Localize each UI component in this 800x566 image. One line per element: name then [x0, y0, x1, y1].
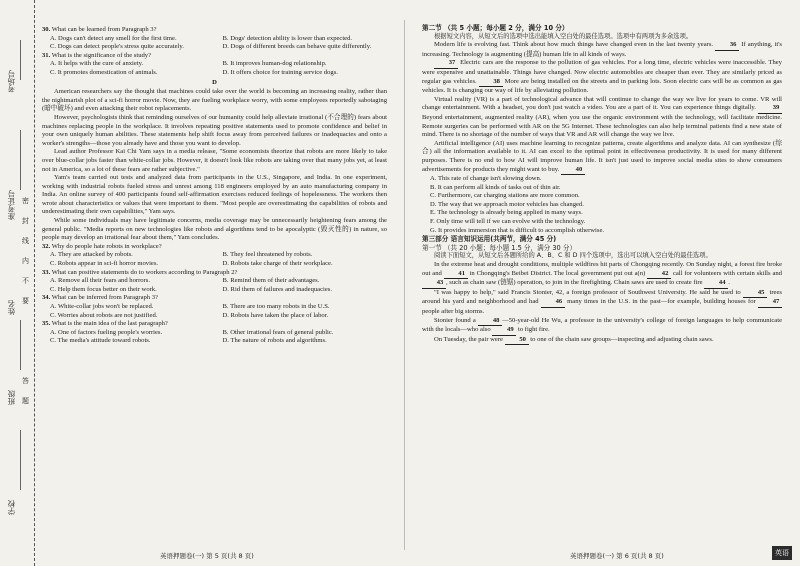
section2-instructions: 根据短文内容，从短文后的选项中选出能填入空白处的最佳选项。选项中有两项为多余选项。 [434, 32, 693, 40]
name-label: 姓名 [7, 300, 16, 315]
option: D. Robots take charge of their workplace. [222, 260, 333, 268]
question-35: 35. What is the main idea of the last paragraph? [42, 320, 168, 328]
option: E. The technology is already being applied in many ways. [430, 209, 583, 217]
option: D. The way that we approach motor vehicles has changed. [430, 200, 584, 208]
binding-line [20, 320, 21, 370]
binding-line [20, 130, 21, 190]
cloze-paragraph: In the extreme heat and drought conditions, multiple wildfires hit parts of Chongqing recently. On Sunday night, a forest fire broke out and 41 in Chongqing's Beibei District. The local government put out a(n) 42 call for volunteers with certain skills and 43 , such as chain saw (链锯) operation, to join in the firefighting. Chain saws are used to create fire 44 . [422, 261, 782, 289]
seven-choice-options [422, 175, 782, 235]
blank-45: 45 [743, 289, 767, 299]
option: C. Help them focus better on their work. [50, 285, 157, 293]
passage-paragraph: Virtual reality (VR) is a part of technological advance that will continue to change the way we live for years to come. VR will change entertainment. With a headset, you don't just watch a video. You are a part of it. You can experience things digitally. 39 Beyond entertainment, augmented reality (AR), when you use the organic environment with the technology, will facilitate medicine. Remote surgeries can be performed with AR on the 5G Internet. These technologies can also help terminal patients find a new state of mind. There is no shortage of the number of ways that VR and AR will change the way we live. [422, 95, 782, 139]
section-d-heading: D [212, 78, 217, 86]
option: D. It offers choice for training service dogs. [222, 68, 338, 76]
option: F. Only time will tell if we can evolve with the technology. [430, 218, 586, 226]
option: B. Dogs' detection ability is lower than expected. [222, 34, 353, 42]
option: C. It promotes domestication of animals. [50, 68, 158, 76]
passage-paragraph: Artificial intelligence (AI) uses machine learning to recognize patterns, create algorithms and analyze data. AI can synthesize (综合) all the information available to it. AI can excel to the optimal point in effectiveness productivity. It is used for many different purposes. There is no end to how AI will improve human life. It isn't just used to improve social media sites to show consumers advertisements for products they might want to buy. 40 [422, 140, 782, 175]
option: C. Robots appear in sci-fi horror movies. [50, 260, 159, 268]
blank-49: 49 [492, 326, 516, 336]
option: A. It helps with the cure of anxiety. [50, 60, 144, 68]
options-35 [42, 329, 387, 346]
question-34: 34. What can be inferred from Paragraph 3? [42, 294, 158, 302]
blank-50: 50 [505, 336, 529, 346]
exam-room-label: 考场号 [7, 70, 16, 93]
option: A. This rate of change isn't slowing down. [430, 175, 542, 183]
blank-37: 37 [434, 59, 458, 69]
left-page-footer: 英语押题卷(一) 第 5 页(共 8 页) [160, 552, 254, 560]
subject-badge: 英语 [772, 546, 792, 560]
option: C. The media's attitude toward robots. [50, 337, 151, 345]
option: B. It improves human-dog relationship. [222, 60, 327, 68]
blank-38: 38 [479, 78, 503, 88]
part3-section1-heading: 第一节 （共 20 小题；每小题 1.5 分，满分 30 分） [422, 243, 577, 252]
cloze-paragraph: Stonier found a 48 —50-year-old He Wu, a professor in the university's college of foreign languages to help communicate with the locals—who also 49 to fight fire. [422, 317, 782, 336]
passage-paragraph: Lead author Professor Kai Chi Yam says in a media release, "Some economists theorize that robots are more likely to take over blue-collar jobs faster than white-collar jobs. However, it doesn't look like robots are taking over that many jobs yet, at least not in America, so a lot of these fears are rather subjective." [42, 148, 387, 173]
blank-41: 41 [444, 270, 468, 280]
options-34 [42, 303, 387, 320]
binding-strip [0, 0, 35, 566]
option: G. It provides immersion that is difficult to accomplish otherwise. [430, 226, 605, 234]
option: C. Furthermore, car charging stations are more common. [430, 192, 580, 200]
passage-paragraph: Modern life is evolving fast. Think about how much things have changed even in the last twenty years. 36 If anything, it's increasing. Technology is augmenting (提高) human life in all kinds of ways. [422, 41, 782, 58]
class-label: 班级 [7, 390, 16, 405]
option: B. It can perform all kinds of tasks out of thin air. [430, 183, 561, 191]
option: D. Robots have taken the place of labor. [222, 311, 329, 319]
blank-40: 40 [561, 166, 585, 176]
option: C. Worries about robots are not justified. [50, 311, 158, 319]
seal-char: 要 [22, 297, 29, 305]
option: B. There are too many robots in the U.S. [222, 303, 330, 310]
option: D. Dogs of different breeds can behave quite differently. [222, 43, 372, 51]
option: B. Remind them of their advantages. [222, 277, 320, 285]
seal-char: 封 [22, 217, 29, 225]
option: A. They are attacked by robots. [50, 251, 133, 259]
blank-43: 43 [422, 279, 446, 289]
blank-39: 39 [758, 104, 782, 114]
question-30: 30. What can be learned from Paragraph 3? [42, 26, 157, 33]
seal-char: 题 [22, 397, 29, 405]
part3-instructions: 阅读下面短文，从短文后各题所给的 A、B、C 和 D 四个选项中，选出可以填入空白处的最佳选项。 [434, 252, 712, 260]
options-30 [42, 35, 387, 52]
seal-char: 线 [22, 237, 29, 245]
passage-paragraph: However, psychologists think that reminding ourselves of our humanity could help alleviate irrational (不合理的) fears about machines replacing people in the workplace. It involves repeating positive statements used to promote confidence and belief in your own uniquely human abilities. These statements help shift focus away from perceived failures or inadequacies and onto a worker's strengths—those you already have and those you want to develop. [42, 113, 387, 147]
option: D. The nature of robots and algorithms. [222, 337, 327, 345]
seal-char: 密 [22, 197, 29, 205]
left-page [42, 26, 387, 346]
blank-48: 48 [478, 317, 502, 327]
seal-char: 不 [22, 277, 29, 285]
ticket-number-label: 准考证号 [7, 190, 16, 220]
option: D. Rid them of failures and inadequacies. [222, 285, 332, 293]
blank-42: 42 [647, 270, 671, 280]
option: A. One of factors fueling people's worries. [50, 328, 163, 336]
blank-46: 46 [541, 298, 565, 308]
option: B. Other irrational fears of general public. [222, 328, 334, 336]
right-page-footer: 英语押题卷(一) 第 6 页(共 8 页) [570, 552, 664, 560]
seal-char: 内 [22, 257, 29, 265]
cloze-paragraph: On Tuesday, the pair were 50 to one of the chain saw groups—inspecting and adjusting chain saws. [422, 336, 782, 346]
option: A. White-collar jobs won't be replaced. [50, 303, 154, 310]
page-divider [404, 20, 405, 550]
seal-char: 答 [22, 377, 29, 385]
options-33 [42, 277, 387, 294]
passage-paragraph: 37 Electric cars are the response to the pollution of gas vehicles. For a long time, electric vehicles were inaccessible. They were expensive and unattainable. Things have changed. Now electric automobiles are cheaper than ever. They are similarly priced as regular gas vehicles. 38 More are being installed on the streets and in parking lots. Soon electric cars will be as common as gas vehicles. It is changing our way of life by alleviating pollution. [422, 59, 782, 95]
binding-line [20, 430, 21, 490]
right-page [422, 24, 782, 345]
cloze-paragraph: "I was happy to help," said Francis Stonier, 42, a foreign professor of Southwest University. He said he used to 45 trees around his yard and neighborhood and had 46 many times in the U.S. in the past—for example, building houses for 47 people after big storms. [422, 288, 782, 315]
section2-heading: 第二节 （共 5 小题；每小题 2 分，满分 10 分） [422, 24, 569, 32]
passage-paragraph: American researchers say the thought that machines could take over the world is becoming an increasing reality, rather than the nightmarish plot of a sci-fi horror movie. Now, they are fueling workplace worry, with some employees reportedly sabotaging (暗中破坏) and even attacking their robot replacements. [42, 88, 387, 113]
question-32: 32. Why do people hate robots in workplace? [42, 242, 162, 250]
question-31: 31. What is the significance of the study? [42, 51, 152, 59]
binding-line [20, 40, 21, 80]
blank-44: 44 [704, 279, 728, 289]
blank-36: 36 [715, 41, 739, 51]
passage-paragraph: Yam's team carried out tests and analyzed data from participants in the U.S., Singapore, and India. In one experiment, working with industrial robots fueled stress and unrest among 118 engineers employed by an auto manufacturing company in India. An online survey of 400 participants found self-affirmation exercises reduced feelings of hopelessness. The workers then wrote about characteristics or values that were important to them. "Most people are overestimating the capabilities of robots and underestimating their own capabilities," Yam says. [42, 174, 387, 216]
options-32 [42, 251, 387, 268]
question-33: 33. What can positive statements do to workers according to Paragraph 2? [42, 268, 238, 276]
options-31 [42, 60, 387, 77]
option: C. Dogs can detect people's stress quite accurately. [50, 43, 184, 51]
school-label: 学校 [7, 500, 16, 515]
option: A. Remove all their fears and horrors. [50, 277, 150, 285]
blank-47: 47 [758, 298, 782, 308]
part3-heading: 第三部分 语言知识运用(共两节，满分 45 分) [422, 235, 557, 244]
passage-paragraph: While some individuals may have legitimate concerns, media coverage may be unnecessarily heightening fears among the general public. "Media reports on new technologies like robots and algorithms tend to be apocalyptic (毁灭性的) in nature, so people may develop an irrational fear about them," Yam concludes. [42, 217, 387, 242]
option: A. Dogs can't detect any smell for the first time. [50, 34, 177, 42]
option: B. They feel threatened by robots. [222, 251, 313, 259]
